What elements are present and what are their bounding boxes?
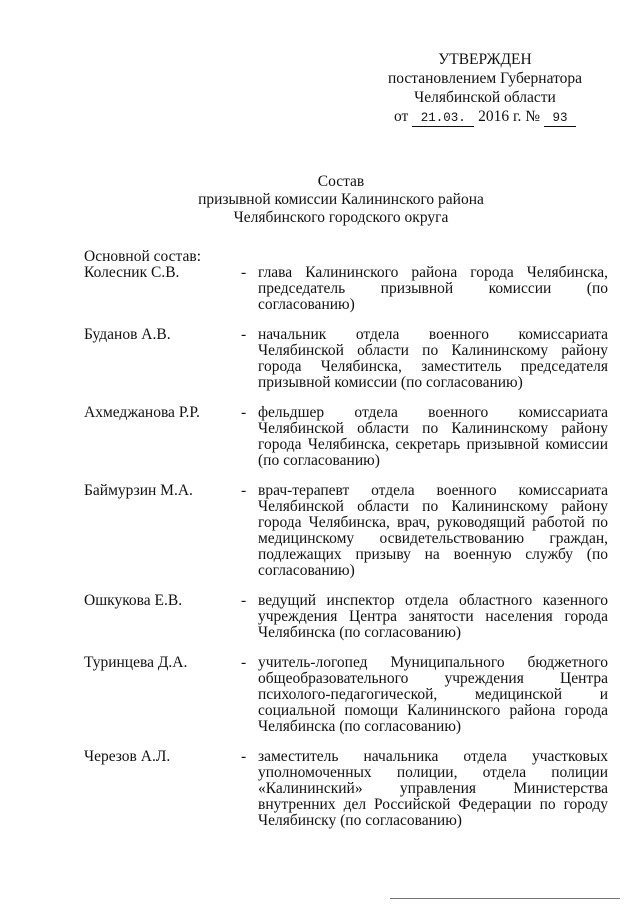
member-row: [84, 405, 608, 469]
member-name: Ахмеджанова Р.Р.: [84, 404, 200, 421]
member-name: Колесник С.В.: [84, 264, 180, 281]
member-description: фельдшер отдела военного комиссариата Челябинской области по Калининскому району города Челябинска, секретарь призывной комиссии (по согласованию): [258, 404, 608, 469]
date-suffix: 2016 г. №: [478, 108, 541, 125]
member-dash: -: [241, 592, 247, 609]
approval-date-line: [380, 107, 590, 127]
section-label: Основной состав:: [84, 248, 202, 265]
title-line-2: призывной комиссии Калининского района: [198, 191, 484, 208]
scan-edge-line: [390, 898, 620, 899]
member-description: заместитель начальника отдела участковых уполномоченных полиции, отдела полиции «Калининский» управления Министерства внутренних дел Российской Федерации по городу Челябинску (по согласованию): [258, 748, 608, 829]
approval-line-2: Челябинской области: [414, 89, 556, 106]
members-list: [84, 265, 608, 829]
member-row: [84, 749, 608, 829]
approval-heading: УТВЕРЖДЕН: [438, 51, 532, 68]
title-line-3: Челябинского городского округа: [233, 209, 449, 226]
member-description: врач-терапевт отдела военного комиссариата Челябинской области по Калининскому району города Челябинска, врач, руководящий работой по медицинскому освидетельствованию граждан, подлежащих призыву на военную службу (по согласованию): [258, 482, 608, 579]
member-row: [84, 483, 608, 579]
approval-date: 21.03.: [412, 111, 474, 127]
member-dash: -: [241, 326, 247, 343]
date-prefix: от: [394, 108, 409, 125]
member-row: [84, 265, 608, 313]
member-name: Баймурзин М.А.: [84, 482, 193, 499]
member-dash: -: [241, 482, 247, 499]
member-name: Черезов А.Л.: [84, 748, 171, 765]
member-dash: -: [241, 264, 247, 281]
member-row: [84, 593, 608, 641]
member-description: глава Калининского района города Челябинска, председатель призывной комиссии (по согласованию): [258, 264, 608, 313]
member-name: Буданов А.В.: [84, 326, 171, 343]
member-description: ведущий инспектор отдела областного казенного учреждения Центра занятости населения города Челябинска (по согласованию): [258, 592, 608, 641]
approval-line-1: постановлением Губернатора: [387, 70, 583, 87]
member-description: начальник отдела военного комиссариата Челябинской области по Калининскому району города Челябинска, заместитель председателя призывной комиссии (по согласованию): [258, 326, 608, 391]
member-row: [84, 655, 608, 735]
document-title: [120, 173, 562, 227]
member-dash: -: [241, 404, 247, 421]
member-dash: -: [241, 654, 247, 671]
member-name: Туринцева Д.А.: [84, 654, 188, 671]
title-line-1: Состав: [317, 173, 365, 190]
member-row: [84, 327, 608, 391]
approval-stamp: [380, 50, 590, 127]
member-name: Ошкукова Е.В.: [84, 592, 183, 609]
member-description: учитель-логопед Муниципального бюджетного общеобразовательного учреждения Центра психолого-педагогической, медицинской и социальной помощи Калининского района города Челябинска (по согласованию): [258, 654, 608, 735]
approval-number: 93: [544, 111, 576, 127]
member-dash: -: [241, 748, 247, 765]
